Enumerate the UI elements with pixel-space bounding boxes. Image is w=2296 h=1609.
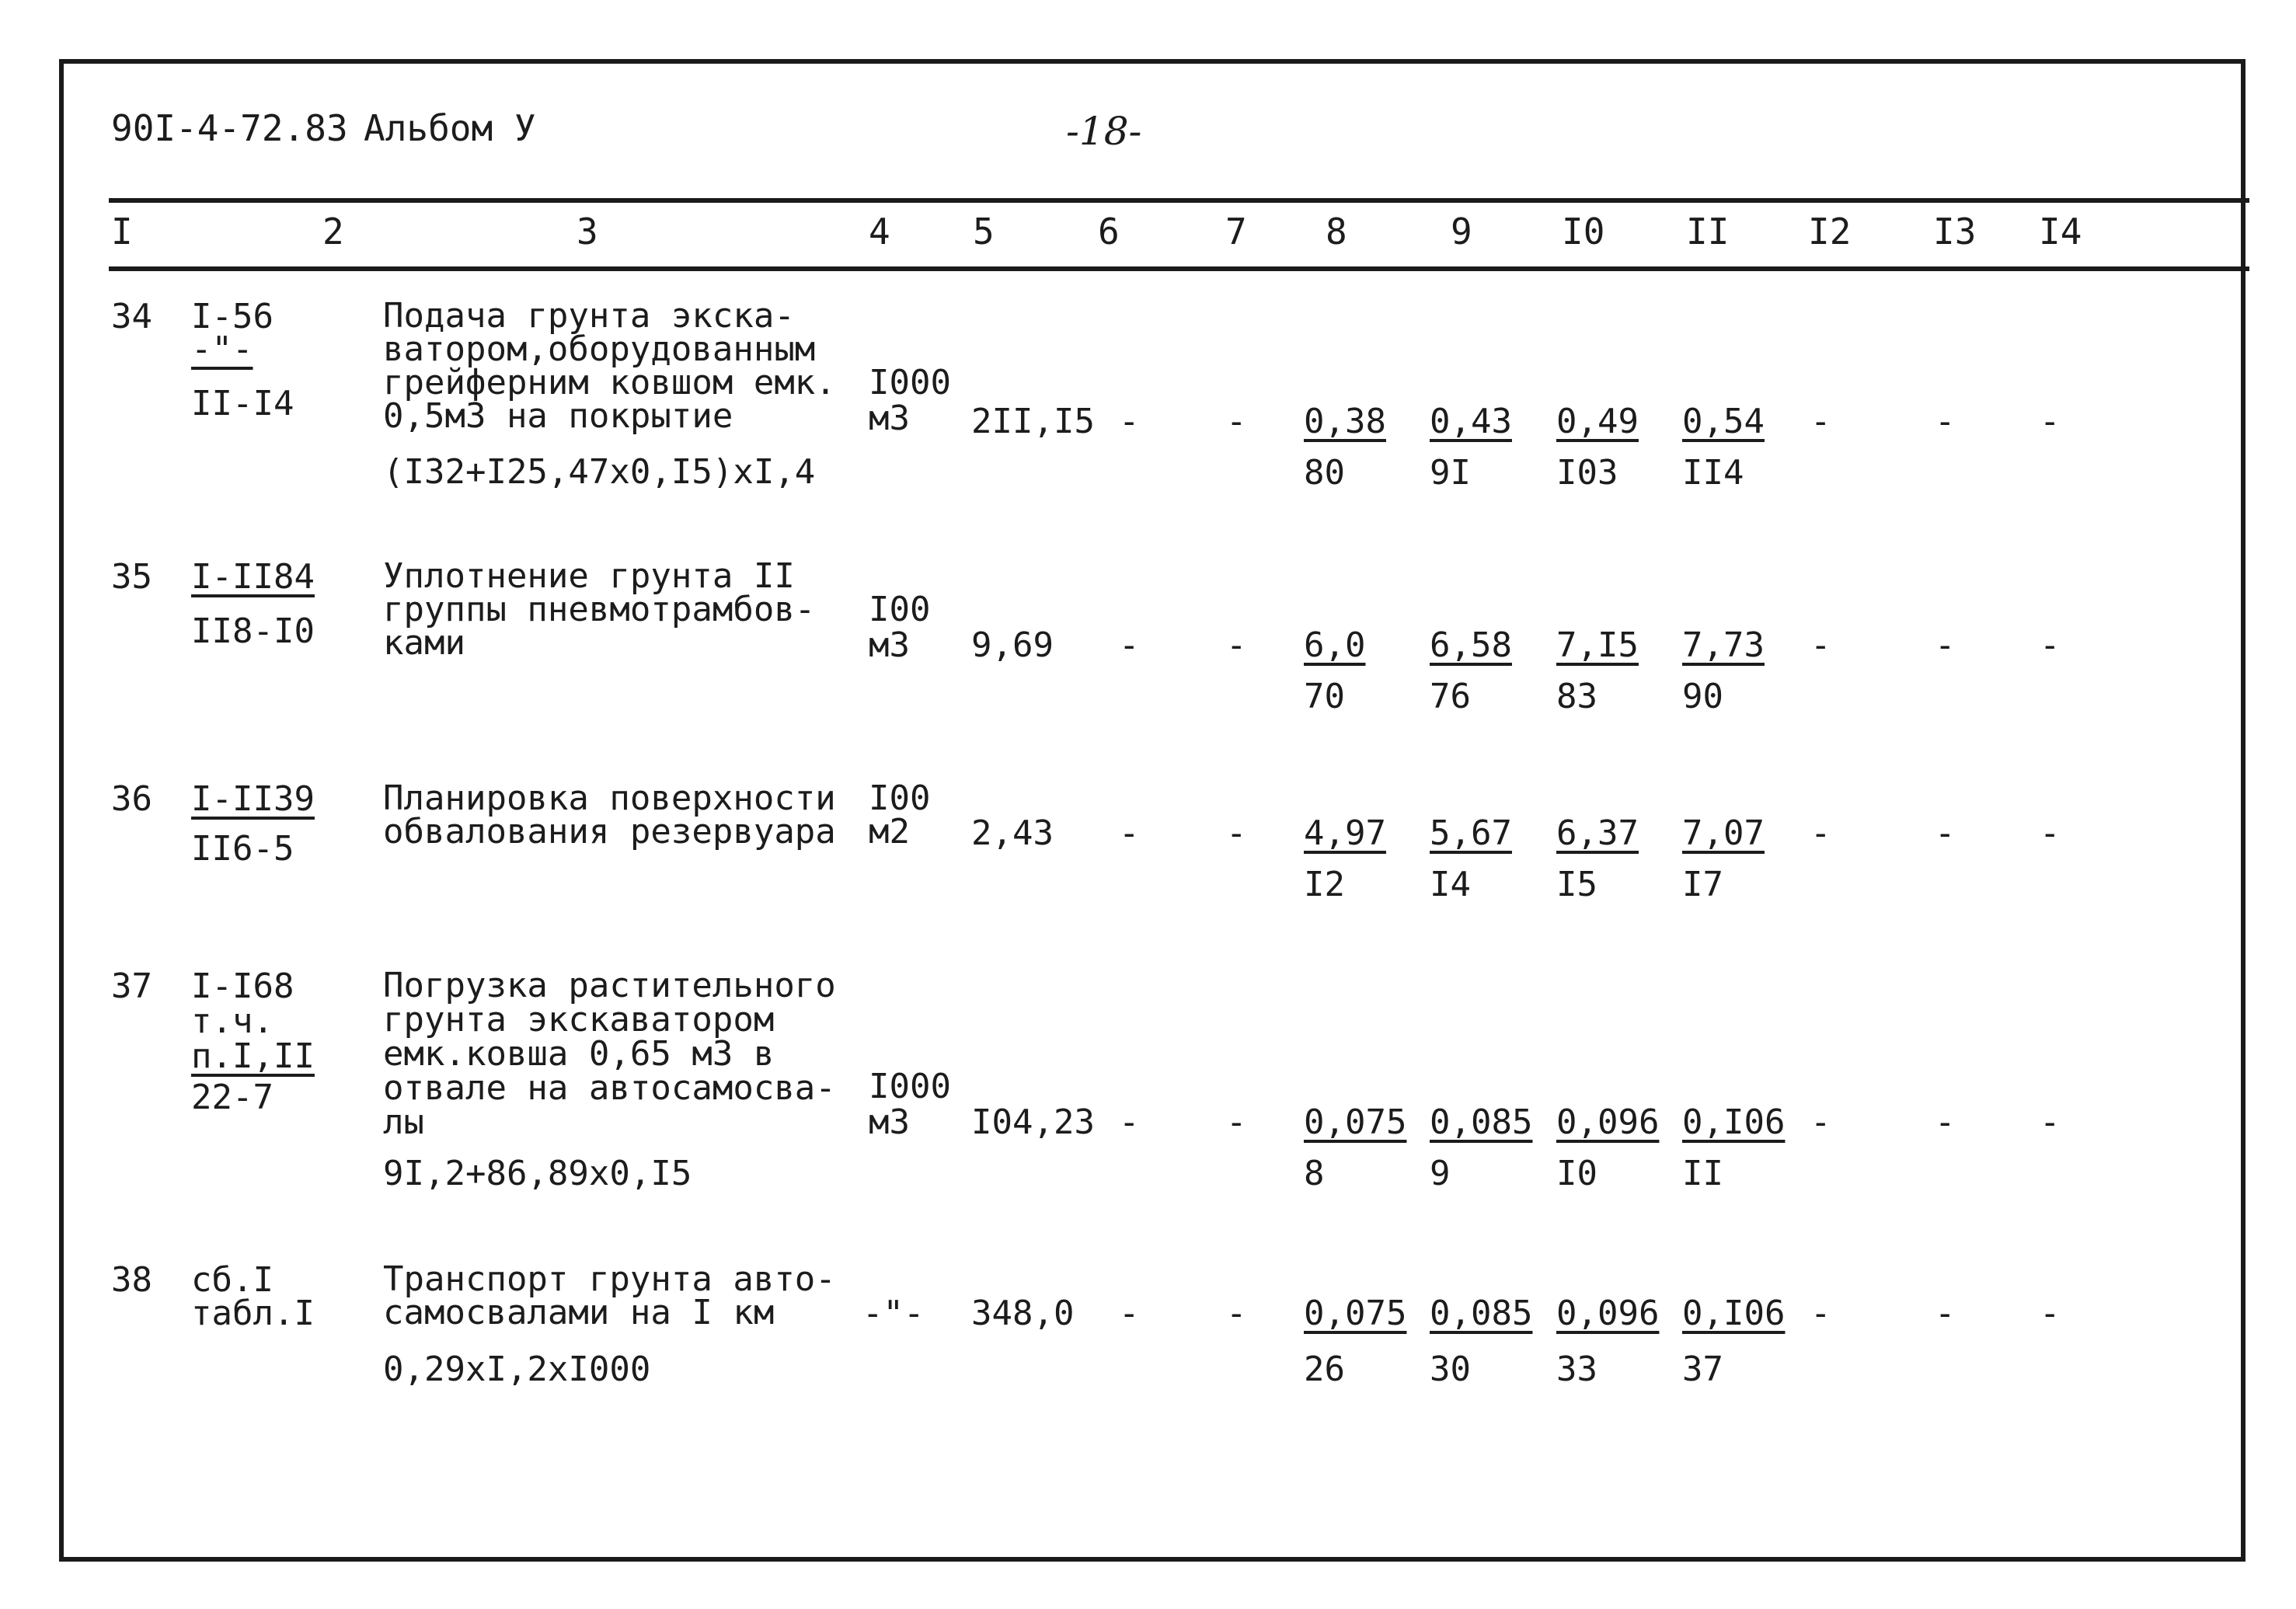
row-35-col6: - xyxy=(1119,625,1140,665)
row-34-unit: I000 м3 xyxy=(869,363,951,438)
row-35-number: 35 xyxy=(111,557,152,597)
row-36-col13: - xyxy=(1935,813,1956,853)
row-35-col7: - xyxy=(1226,625,1247,665)
row-36-description: Планировка поверхности обвалования резервуара xyxy=(383,778,836,852)
row-34-col7: - xyxy=(1226,402,1247,441)
row-38-col9-total: 30 xyxy=(1430,1350,1471,1389)
row-37-col11-value: 0,I06 xyxy=(1682,1102,1786,1142)
row-35-col14: - xyxy=(2040,625,2061,665)
album-title: Альбом У xyxy=(364,107,536,149)
row-38-description: Транспорт грунта авто- самосвалами на I км xyxy=(383,1259,836,1332)
row-38-col12: - xyxy=(1810,1294,1831,1333)
row-36-col10-value: 6,37 xyxy=(1556,813,1639,853)
row-36-unit: I00 м2 xyxy=(869,778,931,852)
col-header-7: 7 xyxy=(1225,211,1247,252)
col-header-4: 4 xyxy=(869,211,890,252)
row-37-col8-total: 8 xyxy=(1304,1154,1325,1193)
col-header-3: 3 xyxy=(577,211,598,252)
row-34-formula: (I32+I25,47x0,I5)xI,4 xyxy=(383,452,816,492)
row-37-col10-total: I0 xyxy=(1556,1154,1597,1193)
row-37-col7: - xyxy=(1226,1102,1247,1142)
row-36-ref-1: I-II39 xyxy=(191,779,315,819)
col-header-10: I0 xyxy=(1562,211,1605,252)
col-header-14: I4 xyxy=(2039,211,2082,252)
row-35-quantity: 9,69 xyxy=(971,625,1054,665)
row-35-ref-2: II8-I0 xyxy=(191,611,315,651)
col-header-2: 2 xyxy=(322,211,344,252)
col-header-11: II xyxy=(1686,211,1730,252)
row-34-col10-total: I03 xyxy=(1556,453,1618,493)
row-37-number: 37 xyxy=(111,966,152,1006)
row-35-col8-total: 70 xyxy=(1304,677,1345,716)
row-34-col11-value: 0,54 xyxy=(1682,402,1765,441)
row-34-ref-1: I-56 xyxy=(191,297,273,336)
col-header-1: I xyxy=(111,211,133,252)
row-36-ref-2: II6-5 xyxy=(191,829,294,869)
col-header-6: 6 xyxy=(1098,211,1120,252)
row-36-col9-value: 5,67 xyxy=(1430,813,1512,853)
row-37-unit: I000 м3 xyxy=(869,1067,951,1142)
row-34-col14: - xyxy=(2040,402,2061,441)
row-36-quantity: 2,43 xyxy=(971,813,1054,853)
row-34-number: 34 xyxy=(111,297,152,336)
row-38-col9-value: 0,085 xyxy=(1430,1294,1533,1333)
row-34-col8-total: 80 xyxy=(1304,453,1345,493)
row-38-col6: - xyxy=(1119,1294,1140,1333)
page-number: -18- xyxy=(1066,109,1142,154)
row-34-col10-value: 0,49 xyxy=(1556,402,1639,441)
row-38-col10-value: 0,096 xyxy=(1556,1294,1660,1333)
doc-code: 90I-4-72.83 xyxy=(111,107,348,149)
row-37-col10-value: 0,096 xyxy=(1556,1102,1660,1142)
row-36-col10-total: I5 xyxy=(1556,865,1597,904)
row-36-col6: - xyxy=(1119,813,1140,853)
row-34-col13: - xyxy=(1935,402,1956,441)
row-36-col8-total: I2 xyxy=(1304,865,1345,904)
row-37-col12: - xyxy=(1810,1102,1831,1142)
row-34-description: Подача грунта экска- ватором,оборудованным грейферним ковшом емк. 0,5м3 на покрытие xyxy=(383,296,836,436)
row-36-col7: - xyxy=(1226,813,1247,853)
row-35-unit: I00 м3 xyxy=(869,590,931,665)
row-35-col10-total: 83 xyxy=(1556,677,1597,716)
row-35-ref-1: I-II84 xyxy=(191,557,315,597)
row-36-col11-total: I7 xyxy=(1682,865,1723,904)
row-37-col6: - xyxy=(1119,1102,1140,1142)
row-37-description: Погрузка растительного грунта экскаватором емк.ковша 0,65 м3 в отвале на автосамосва- лы xyxy=(383,966,836,1142)
row-38-ref-2: табл.I xyxy=(191,1294,315,1333)
row-34-ref-3: II-I4 xyxy=(191,384,294,423)
row-34-col12: - xyxy=(1810,402,1831,441)
row-34-col11-total: II4 xyxy=(1682,453,1744,493)
row-35-col12: - xyxy=(1810,625,1831,665)
row-38-unit: -"- xyxy=(862,1294,925,1333)
row-38-col13: - xyxy=(1935,1294,1956,1333)
col-header-5: 5 xyxy=(973,211,995,252)
row-37-ref-4: 22-7 xyxy=(191,1078,273,1117)
row-37-col9-total: 9 xyxy=(1430,1154,1451,1193)
row-38-formula: 0,29xI,2xI000 xyxy=(383,1350,651,1389)
row-38-quantity: 348,0 xyxy=(971,1294,1075,1333)
col-header-13: I3 xyxy=(1933,211,1977,252)
row-37-col11-total: II xyxy=(1682,1154,1723,1193)
row-36-number: 36 xyxy=(111,779,152,819)
row-38-number: 38 xyxy=(111,1260,152,1300)
row-37-col8-value: 0,075 xyxy=(1304,1102,1407,1142)
row-38-col14: - xyxy=(2040,1294,2061,1333)
row-34-col9-total: 9I xyxy=(1430,453,1471,493)
row-36-col8-value: 4,97 xyxy=(1304,813,1386,853)
row-38-col10-total: 33 xyxy=(1556,1350,1597,1389)
header-rule-top xyxy=(109,198,2249,203)
row-34-col9-value: 0,43 xyxy=(1430,402,1512,441)
row-35-col11-value: 7,73 xyxy=(1682,625,1765,665)
row-38-col8-value: 0,075 xyxy=(1304,1294,1407,1333)
row-38-ref-1: сб.I xyxy=(191,1260,273,1300)
row-37-col13: - xyxy=(1935,1102,1956,1142)
row-37-quantity: I04,23 xyxy=(971,1102,1095,1142)
row-38-col11-total: 37 xyxy=(1682,1350,1723,1389)
row-37-ref-2: т.ч. xyxy=(191,1001,273,1041)
row-36-col12: - xyxy=(1810,813,1831,853)
row-35-col9-value: 6,58 xyxy=(1430,625,1512,665)
row-38-col7: - xyxy=(1226,1294,1247,1333)
col-header-9: 9 xyxy=(1451,211,1472,252)
row-37-col9-value: 0,085 xyxy=(1430,1102,1533,1142)
row-38-col11-value: 0,I06 xyxy=(1682,1294,1786,1333)
col-header-12: I2 xyxy=(1808,211,1852,252)
row-34-quantity: 2II,I5 xyxy=(971,402,1095,441)
header-rule-bottom xyxy=(109,266,2249,271)
row-36-col14: - xyxy=(2040,813,2061,853)
row-37-formula: 9I,2+86,89x0,I5 xyxy=(383,1154,692,1193)
row-34-col6: - xyxy=(1119,402,1140,441)
row-35-col10-value: 7,I5 xyxy=(1556,625,1639,665)
row-35-col11-total: 90 xyxy=(1682,677,1723,716)
col-header-8: 8 xyxy=(1326,211,1347,252)
row-35-col9-total: 76 xyxy=(1430,677,1471,716)
row-37-col14: - xyxy=(2040,1102,2061,1142)
row-35-col13: - xyxy=(1935,625,1956,665)
row-35-col8-value: 6,0 xyxy=(1304,625,1366,665)
row-34-ref-2: -"- xyxy=(191,329,253,369)
row-36-col9-total: I4 xyxy=(1430,865,1471,904)
row-36-col11-value: 7,07 xyxy=(1682,813,1765,853)
row-34-col8-value: 0,38 xyxy=(1304,402,1386,441)
row-35-description: Уплотнение грунта II группы пневмотрамбов- ками xyxy=(383,556,816,663)
row-37-ref-3: п.I,II xyxy=(191,1036,315,1076)
row-38-col8-total: 26 xyxy=(1304,1350,1345,1389)
row-37-ref-1: I-I68 xyxy=(191,966,294,1006)
